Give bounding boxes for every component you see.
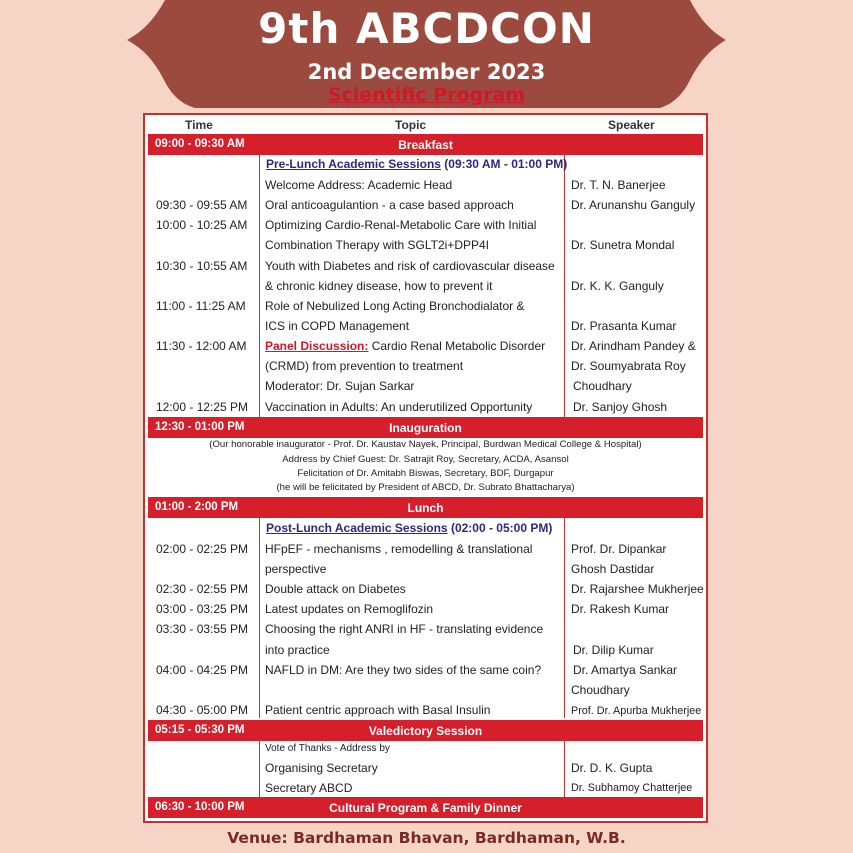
session-bar-inauguration xyxy=(148,417,703,438)
topic-text: NAFLD in DM: Are they two sides of the same coin? xyxy=(265,663,542,677)
column-header-time: Time xyxy=(185,118,213,132)
time-text: 10:00 - 10:25 AM xyxy=(156,218,248,232)
session-label: Valedictory Session xyxy=(368,724,483,738)
topic-text: Organising Secretary xyxy=(265,761,378,775)
session-time: 06:30 - 10:00 PM xyxy=(155,801,245,813)
column-divider xyxy=(259,155,260,417)
time-text: 04:30 - 05:00 PM xyxy=(156,703,249,717)
speaker-text: Dr. Sunetra Mondal xyxy=(571,238,675,252)
speaker-text: Choudhary xyxy=(571,683,630,697)
session-bar-lunch xyxy=(148,497,703,518)
speaker-text: Dr. Subhamoy Chatterjee xyxy=(571,782,693,794)
speaker-text: Prof. Dr. Dipankar xyxy=(571,542,667,556)
topic-text: HFpEF - mechanisms , remodelling & translational xyxy=(265,542,533,556)
topic-text: (CRMD) from prevention to treatment xyxy=(265,359,464,373)
speaker-text: Dr. Prasanta Kumar xyxy=(571,319,677,333)
inauguration-line: Felicitation of Dr. Amitabh Biswas, Secretary, BDF, Durgapur xyxy=(297,468,554,479)
topic-text: Choosing the right ANRI in HF - translating evidence xyxy=(265,622,544,636)
time-text: 03:30 - 03:55 PM xyxy=(156,622,249,636)
session-label: Lunch xyxy=(407,501,444,515)
speaker-text: Dr. Rakesh Kumar xyxy=(571,602,670,616)
time-text: 04:00 - 04:25 PM xyxy=(156,663,249,677)
topic-text: perspective xyxy=(265,562,327,576)
topic-text: Optimizing Cardio-Renal-Metabolic Care with Initial xyxy=(265,218,537,232)
session-bar-valedictory xyxy=(148,720,703,741)
topic-text: Role of Nebulized Long Acting Bronchodialator & xyxy=(265,299,525,313)
time-text: 11:00 - 11:25 AM xyxy=(156,299,246,313)
topic-text: Secretary ABCD xyxy=(265,781,353,795)
pre-lunch-heading xyxy=(266,157,567,171)
time-text: 02:00 - 02:25 PM xyxy=(156,542,249,556)
topic-text: Latest updates on Remoglifozin xyxy=(265,602,434,616)
column-divider xyxy=(564,155,565,417)
session-label: Cultural Program & Family Dinner xyxy=(329,801,522,815)
speaker-text: Dr. Dilip Kumar xyxy=(573,643,654,657)
time-text: 10:30 - 10:55 AM xyxy=(156,259,248,273)
speaker-text: Dr. K. K. Ganguly xyxy=(571,279,664,293)
session-label: Inauguration xyxy=(389,421,462,435)
speaker-text: Dr. Soumyabrata Roy xyxy=(571,359,686,373)
speaker-text: Dr. Amartya Sankar xyxy=(573,663,678,677)
session-label: Breakfast xyxy=(398,138,453,152)
program-subtitle: Scientific Program xyxy=(327,84,526,106)
session-bar-breakfast xyxy=(148,134,703,155)
event-title: 9th ABCDCON xyxy=(258,4,595,53)
topic-text: & chronic kidney disease, how to prevent it xyxy=(265,279,493,293)
panel-discussion-topic: Cardio Renal Metabolic Disorder xyxy=(368,339,546,353)
time-text: 11:30 - 12:00 AM xyxy=(156,339,247,353)
column-divider xyxy=(564,518,565,718)
column-divider xyxy=(564,741,565,797)
topic-text: Welcome Address: Academic Head xyxy=(265,178,453,192)
speaker-text: Choudhary xyxy=(573,379,632,393)
topic-text: Patient centric approach with Basal Insulin xyxy=(265,703,491,717)
speaker-text: Dr. Arunanshu Ganguly xyxy=(571,198,696,212)
session-time: 09:00 - 09:30 AM xyxy=(155,138,245,150)
session-time: 12:30 - 01:00 PM xyxy=(155,421,245,433)
topic-text: ICS in COPD Management xyxy=(265,319,410,333)
speaker-text: Dr. D. K. Gupta xyxy=(571,761,653,775)
speaker-text: Ghosh Dastidar xyxy=(571,562,655,576)
inauguration-line: Address by Chief Guest: Dr. Satrajit Roy, Secretary, ACDA, Asansol xyxy=(282,454,569,465)
time-text: 12:00 - 12:25 PM xyxy=(156,400,249,414)
session-time: 01:00 - 2:00 PM xyxy=(155,501,239,513)
topic-text xyxy=(265,339,545,353)
time-text: 02:30 - 02:55 PM xyxy=(156,582,249,596)
session-time: 05:15 - 05:30 PM xyxy=(155,724,245,736)
inauguration-line: (Our honorable inaugurator - Prof. Dr. Kaustav Nayek, Principal, Burdwan Medical College & Hospital) xyxy=(209,439,642,450)
topic-text: Vaccination in Adults: An underutilized Opportunity xyxy=(265,400,533,414)
time-text: 03:00 - 03:25 PM xyxy=(156,602,249,616)
speaker-text: Prof. Dr. Apurba Mukherjee xyxy=(571,705,702,717)
pre-lunch-heading-label: Pre-Lunch Academic Sessions xyxy=(266,157,441,171)
inauguration-line: (he will be felicitated by President of ABCD, Dr. Subrato Bhattacharya) xyxy=(276,482,575,493)
topic-text: Moderator: Dr. Sujan Sarkar xyxy=(265,379,415,393)
topic-text: Youth with Diabetes and risk of cardiovascular disease xyxy=(265,259,555,273)
topic-text: Double attack on Diabetes xyxy=(265,582,406,596)
topic-text: Combination Therapy with SGLT2i+DPP4I xyxy=(265,238,489,252)
column-divider xyxy=(259,741,260,797)
speaker-text: Dr. T. N. Banerjee xyxy=(571,178,666,192)
speaker-text: Dr. Arindham Pandey & xyxy=(571,339,696,353)
venue-text: Venue: Bardhaman Bhavan, Bardhaman, W.B. xyxy=(227,829,626,847)
post-lunch-heading-time: (02:00 - 05:00 PM) xyxy=(450,521,553,535)
time-text: 09:30 - 09:55 AM xyxy=(156,198,248,212)
pre-lunch-heading-time: (09:30 AM - 01:00 PM) xyxy=(444,157,568,171)
topic-text: into practice xyxy=(265,643,330,657)
topic-text: Oral anticoagulantion - a case based approach xyxy=(265,198,514,212)
panel-discussion-label: Panel Discussion: xyxy=(265,339,369,353)
speaker-text: Dr. Sanjoy Ghosh xyxy=(573,400,668,414)
column-header-speaker: Speaker xyxy=(608,118,655,132)
column-divider xyxy=(259,518,260,718)
post-lunch-heading-label: Post-Lunch Academic Sessions xyxy=(266,521,448,535)
speaker-text: Dr. Rajarshee Mukherjee xyxy=(571,582,704,596)
event-date: 2nd December 2023 xyxy=(307,60,546,84)
post-lunch-heading xyxy=(266,521,552,535)
vote-of-thanks-heading: Vote of Thanks - Address by xyxy=(265,743,390,754)
column-header-topic: Topic xyxy=(395,118,427,132)
session-bar-dinner xyxy=(148,797,703,818)
